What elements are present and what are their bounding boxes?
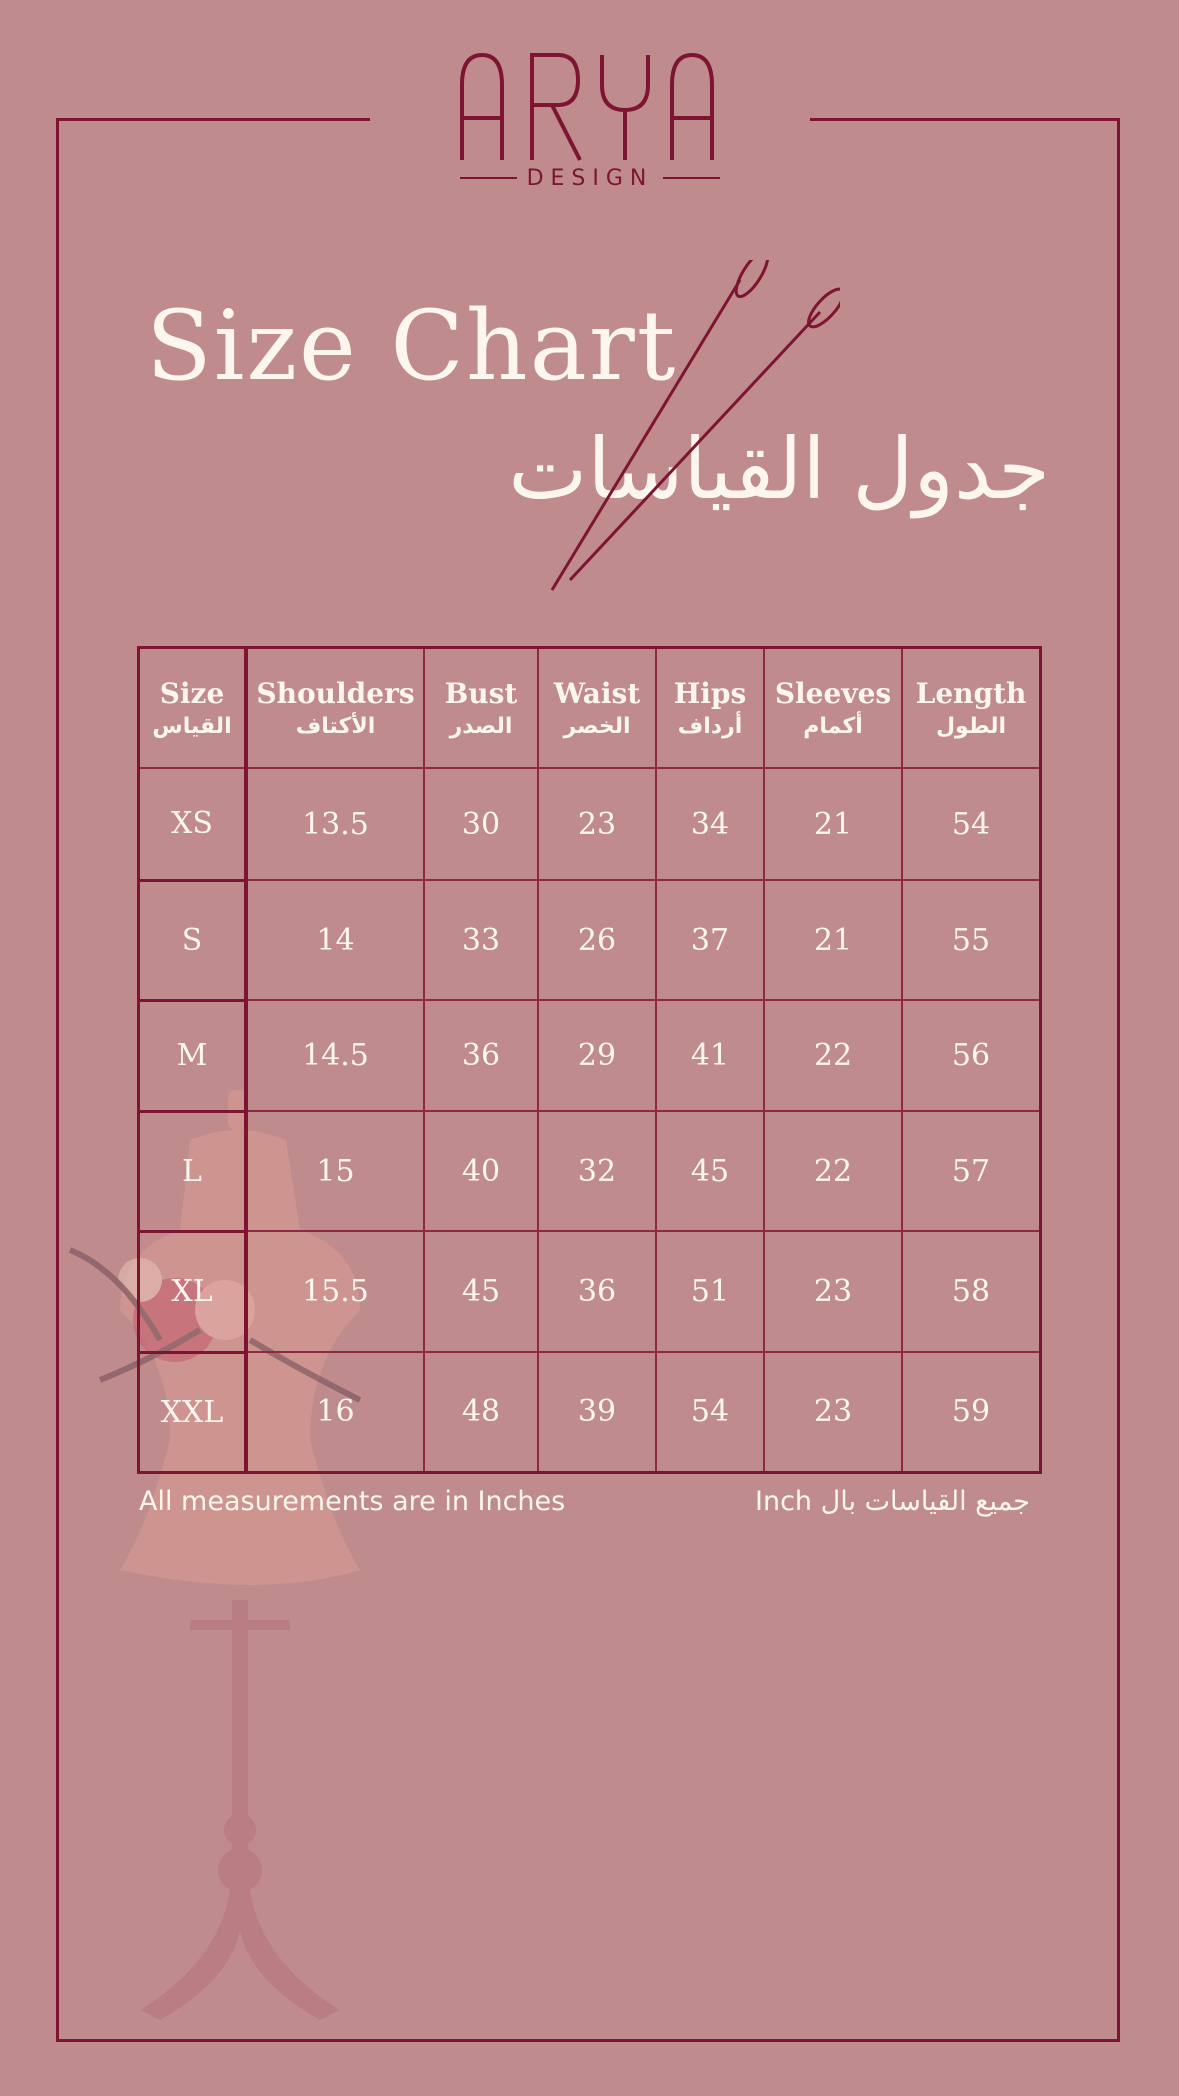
size-chart-table <box>137 646 1042 1474</box>
table-row <box>139 880 1041 1000</box>
waist-value: 32 <box>538 1111 656 1231</box>
header-length-en: Length <box>915 677 1027 710</box>
size-value: S <box>139 880 247 1000</box>
shoulders-value: 16 <box>246 1352 424 1472</box>
sewing-needles-icon <box>530 260 840 620</box>
bust-value: 36 <box>424 1000 538 1111</box>
shoulders-value: 13.5 <box>246 768 424 880</box>
header-size-ar: القياس <box>152 714 232 739</box>
waist-value: 36 <box>538 1231 656 1352</box>
page-title: Size Chart <box>146 290 678 402</box>
header-waist <box>538 648 656 769</box>
bust-value: 48 <box>424 1352 538 1472</box>
hips-value: 54 <box>656 1352 764 1472</box>
header-sleeves-ar: أكمام <box>803 714 863 739</box>
bust-value: 40 <box>424 1111 538 1231</box>
shoulders-value: 15.5 <box>246 1231 424 1352</box>
table-row <box>139 1111 1041 1231</box>
hips-value: 34 <box>656 768 764 880</box>
length-value: 55 <box>902 880 1041 1000</box>
sleeves-value: 23 <box>764 1352 902 1472</box>
length-value: 54 <box>902 768 1041 880</box>
size-value: XL <box>139 1231 247 1352</box>
tagline-rule-left <box>460 177 517 179</box>
waist-value: 39 <box>538 1352 656 1472</box>
length-value: 56 <box>902 1000 1041 1111</box>
shoulders-value: 15 <box>246 1111 424 1231</box>
page-title-arabic: جدول القياسات <box>508 420 1050 518</box>
table-row <box>139 1000 1041 1111</box>
bust-value: 33 <box>424 880 538 1000</box>
header-shoulders <box>246 648 424 769</box>
table-row <box>139 768 1041 880</box>
header-length-ar: الطول <box>935 714 1007 739</box>
header-waist-en: Waist <box>553 677 641 710</box>
logo-letters-icon <box>440 40 740 170</box>
header-shoulders-en: Shoulders <box>256 677 415 710</box>
waist-value: 29 <box>538 1000 656 1111</box>
length-value: 59 <box>902 1352 1041 1472</box>
header-waist-ar: الخصر <box>563 714 631 739</box>
hips-value: 51 <box>656 1231 764 1352</box>
shoulders-value: 14.5 <box>246 1000 424 1111</box>
header-sleeves <box>764 648 902 769</box>
header-bust <box>424 648 538 769</box>
bust-value: 45 <box>424 1231 538 1352</box>
header-hips <box>656 648 764 769</box>
brand-tagline: DESIGN <box>526 165 654 191</box>
tagline-rule-right <box>663 177 720 179</box>
hips-value: 41 <box>656 1000 764 1111</box>
header-sleeves-en: Sleeves <box>774 677 892 710</box>
header-shoulders-ar: الأكتاف <box>295 714 376 739</box>
sleeves-value: 21 <box>764 880 902 1000</box>
waist-value: 26 <box>538 880 656 1000</box>
table-row <box>139 1352 1041 1472</box>
sleeves-value: 23 <box>764 1231 902 1352</box>
size-value: XXL <box>139 1352 247 1472</box>
hips-value: 37 <box>656 880 764 1000</box>
header-bust-ar: الصدر <box>449 714 513 739</box>
size-value: XS <box>139 768 247 880</box>
measurement-note: All measurements are in Inches <box>139 1486 566 1517</box>
header-hips-en: Hips <box>673 677 747 710</box>
length-value: 57 <box>902 1111 1041 1231</box>
hips-value: 45 <box>656 1111 764 1231</box>
sleeves-value: 22 <box>764 1000 902 1111</box>
brand-logo <box>440 40 740 200</box>
header-hips-ar: أرداف <box>677 714 743 739</box>
header-size <box>139 648 247 769</box>
header-bust-en: Bust <box>444 677 518 710</box>
header-length <box>902 648 1041 769</box>
waist-value: 23 <box>538 768 656 880</box>
size-value: L <box>139 1111 247 1231</box>
brand-tagline-row <box>460 164 720 192</box>
length-value: 58 <box>902 1231 1041 1352</box>
header-size-en: Size <box>159 677 225 710</box>
size-value: M <box>139 1000 247 1111</box>
bust-value: 30 <box>424 768 538 880</box>
measurement-note-arabic: جميع القياسات بال Inch <box>755 1486 1030 1517</box>
table-row <box>139 1231 1041 1352</box>
shoulders-value: 14 <box>246 880 424 1000</box>
sleeves-value: 21 <box>764 768 902 880</box>
sleeves-value: 22 <box>764 1111 902 1231</box>
table-header-row <box>139 648 1041 769</box>
